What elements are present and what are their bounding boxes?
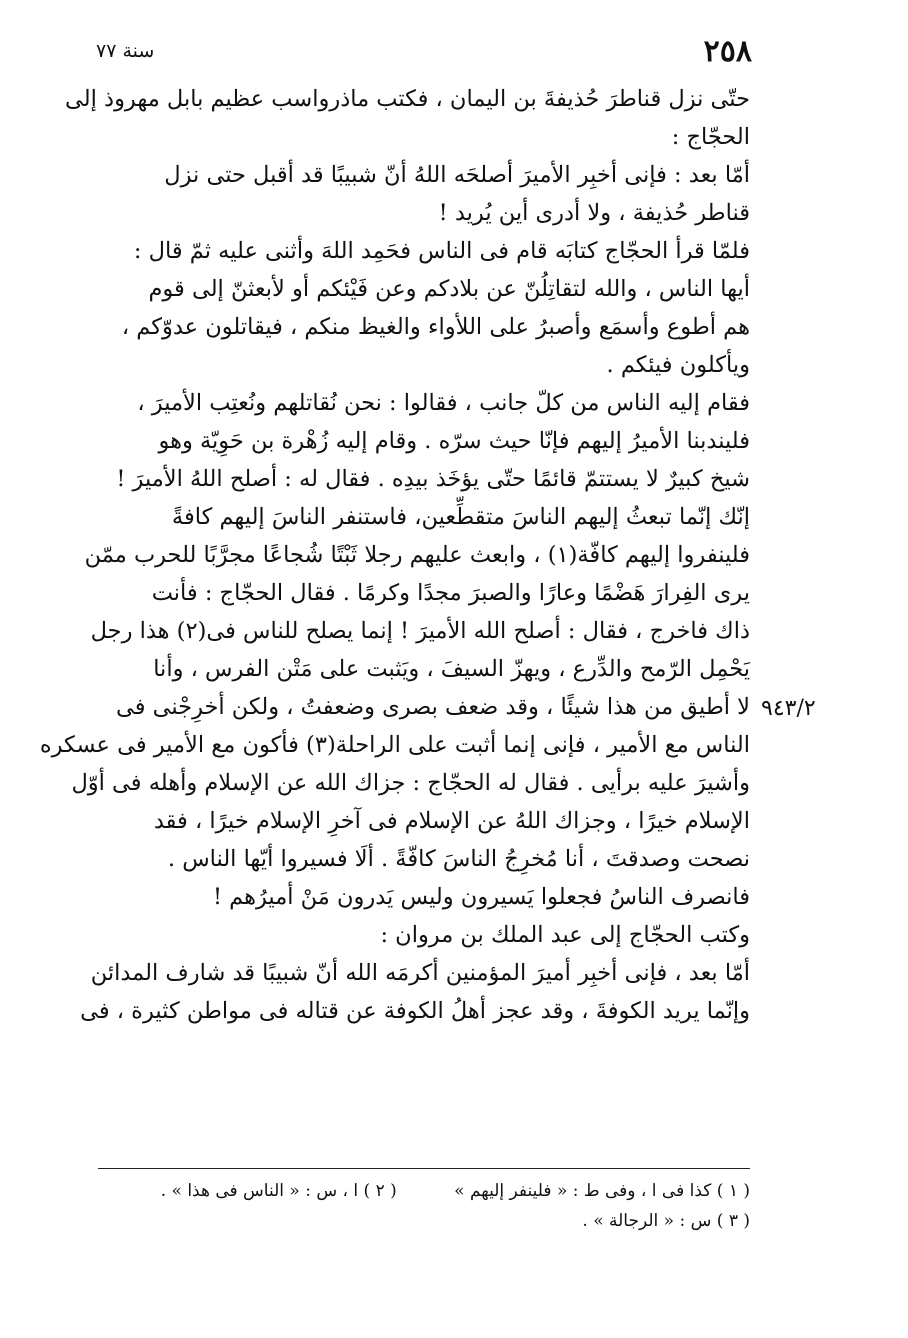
text-line: وأشيرَ عليه برأيى . فقال له الحجّاج : جزاك الله عن الإسلام وأهله فى أوّل (71, 770, 750, 796)
footnote-row (98, 1206, 750, 1236)
text-line: نصحت وصدقتَ ، أنا مُخرِجُ الناسَ كافّةً . ألَا فسيروا أيّها الناس . (167, 846, 750, 872)
text-line: لا أطيق من هذا شيئًا ، وقد ضعف بصرى وضعفتُ ، ولكن أخرِجْنى فى (115, 694, 750, 720)
text-line: فليندبنا الأميرُ إليهم فإنّا حيث سرّه . وقام إليه زُهْرة بن حَوِيّة وهو (158, 428, 750, 454)
text-line: فقام إليه الناس من كلّ جانب ، فقالوا : نحن نُقاتلهم ونُعتِب الأميرَ ، (137, 390, 750, 416)
footnote-3: ( ٣ ) س : « الرجالة » . (582, 1211, 750, 1231)
text-line: فانصرف الناسُ فجعلوا يَسيرون وليس يَدرون مَنْ أميرُهم ! (212, 884, 750, 910)
text-line: قناطر حُذيفة ، ولا أدرى أين يُريد ! (438, 200, 750, 226)
text-line: حتّى نزل قناطرَ حُذيفةَ بن اليمان ، فكتب ماذرواسب عظيم بابل مهروذ إلى (65, 86, 750, 112)
footnote-2: ( ٢ ) ا ، س : « الناس فى هذا » . (160, 1181, 397, 1201)
footnotes (98, 1176, 750, 1236)
page-header (96, 34, 752, 74)
text-line: إنّك إنّما تبعثُ إليهم الناسَ متقطِّعين، فاستنفر الناسَ إليهم كافةً (171, 504, 750, 530)
text-line: الحجّاج : (671, 124, 750, 150)
footnote-divider (98, 1168, 750, 1169)
text-line: يرى الفِرارَ هَضْمًا وعارًا والصبرَ مجدًا وكرمًا . فقال الحجّاج : فأنت (151, 580, 750, 606)
margin-reference: ٩٤٣/٢ (761, 696, 816, 721)
text-line: ويأكلون فيئكم . (606, 352, 750, 378)
running-head-year: سنة ٧٧ (96, 40, 155, 62)
text-line: فلمّا قرأ الحجّاج كتابَه قام فى الناس فحَمِد اللهَ وأثنى عليه ثمّ قال : (133, 238, 750, 264)
main-text (39, 80, 750, 1030)
text-line: الناس مع الأمير ، فإنى إنما أثبت على الراحلة(٣) فأكون مع الأمير فى عسكره (39, 732, 750, 758)
text-line: هم أطوع وأسمَع وأصبرُ على اللأواء والغيظ منكم ، فيقاتلون عدوّكم ، (121, 314, 750, 340)
text-line: يَحْمِل الرّمح والدِّرع ، ويهزّ السيفَ ، ويَثبت على مَتْن الفرس ، وأنا (153, 656, 750, 682)
text-line: أيها الناس ، والله لتقاتِلُنّ عن بلادكم وعن فَيْئكم أو لأبعثنّ إلى قوم (148, 276, 750, 302)
text-line: أمّا بعد ، فإنى أخبِر أميرَ المؤمنين أكرمَه الله أنّ شبيبًا قد شارف المدائن (90, 960, 750, 986)
text-line: شيخ كبيرٌ لا يستتمّ قائمًا حتّى يؤخَذ بيدِه . فقال له : أصلح اللهُ الأميرَ ! (116, 466, 750, 492)
footnote-row (98, 1176, 750, 1206)
page-number: ٢٥٨ (703, 34, 752, 69)
text-line: فلينفروا إليهم كافّة(١) ، وابعث عليهم رجلا ثَبْتًا شُجاعًا مجرَّبًا للحرب ممّن (84, 542, 750, 568)
text-line: أمّا بعد : فإنى أخبِر الأميرَ أصلحَه اللهُ أنّ شبيبًا قد أقبل حتى نزل (164, 162, 750, 188)
footnote-1: ( ١ ) كذا فى ا ، وفى ط : « فلينفر إليهم » (454, 1181, 750, 1201)
text-line: ذاك فاخرج ، فقال : أصلح الله الأميرَ ! إنما يصلح للناس فى(٢) هذا رجل (90, 618, 750, 644)
text-line: الإسلام خيرًا ، وجزاك اللهُ عن الإسلام فى آخرِ الإسلام خيرًا ، فقد (153, 808, 750, 834)
text-line: وإنّما يريد الكوفةَ ، وقد عجز أهلُ الكوفة عن قتاله فى مواطن كثيرة ، فى (80, 998, 750, 1024)
text-line: وكتب الحجّاج إلى عبد الملك بن مروان : (380, 922, 750, 948)
